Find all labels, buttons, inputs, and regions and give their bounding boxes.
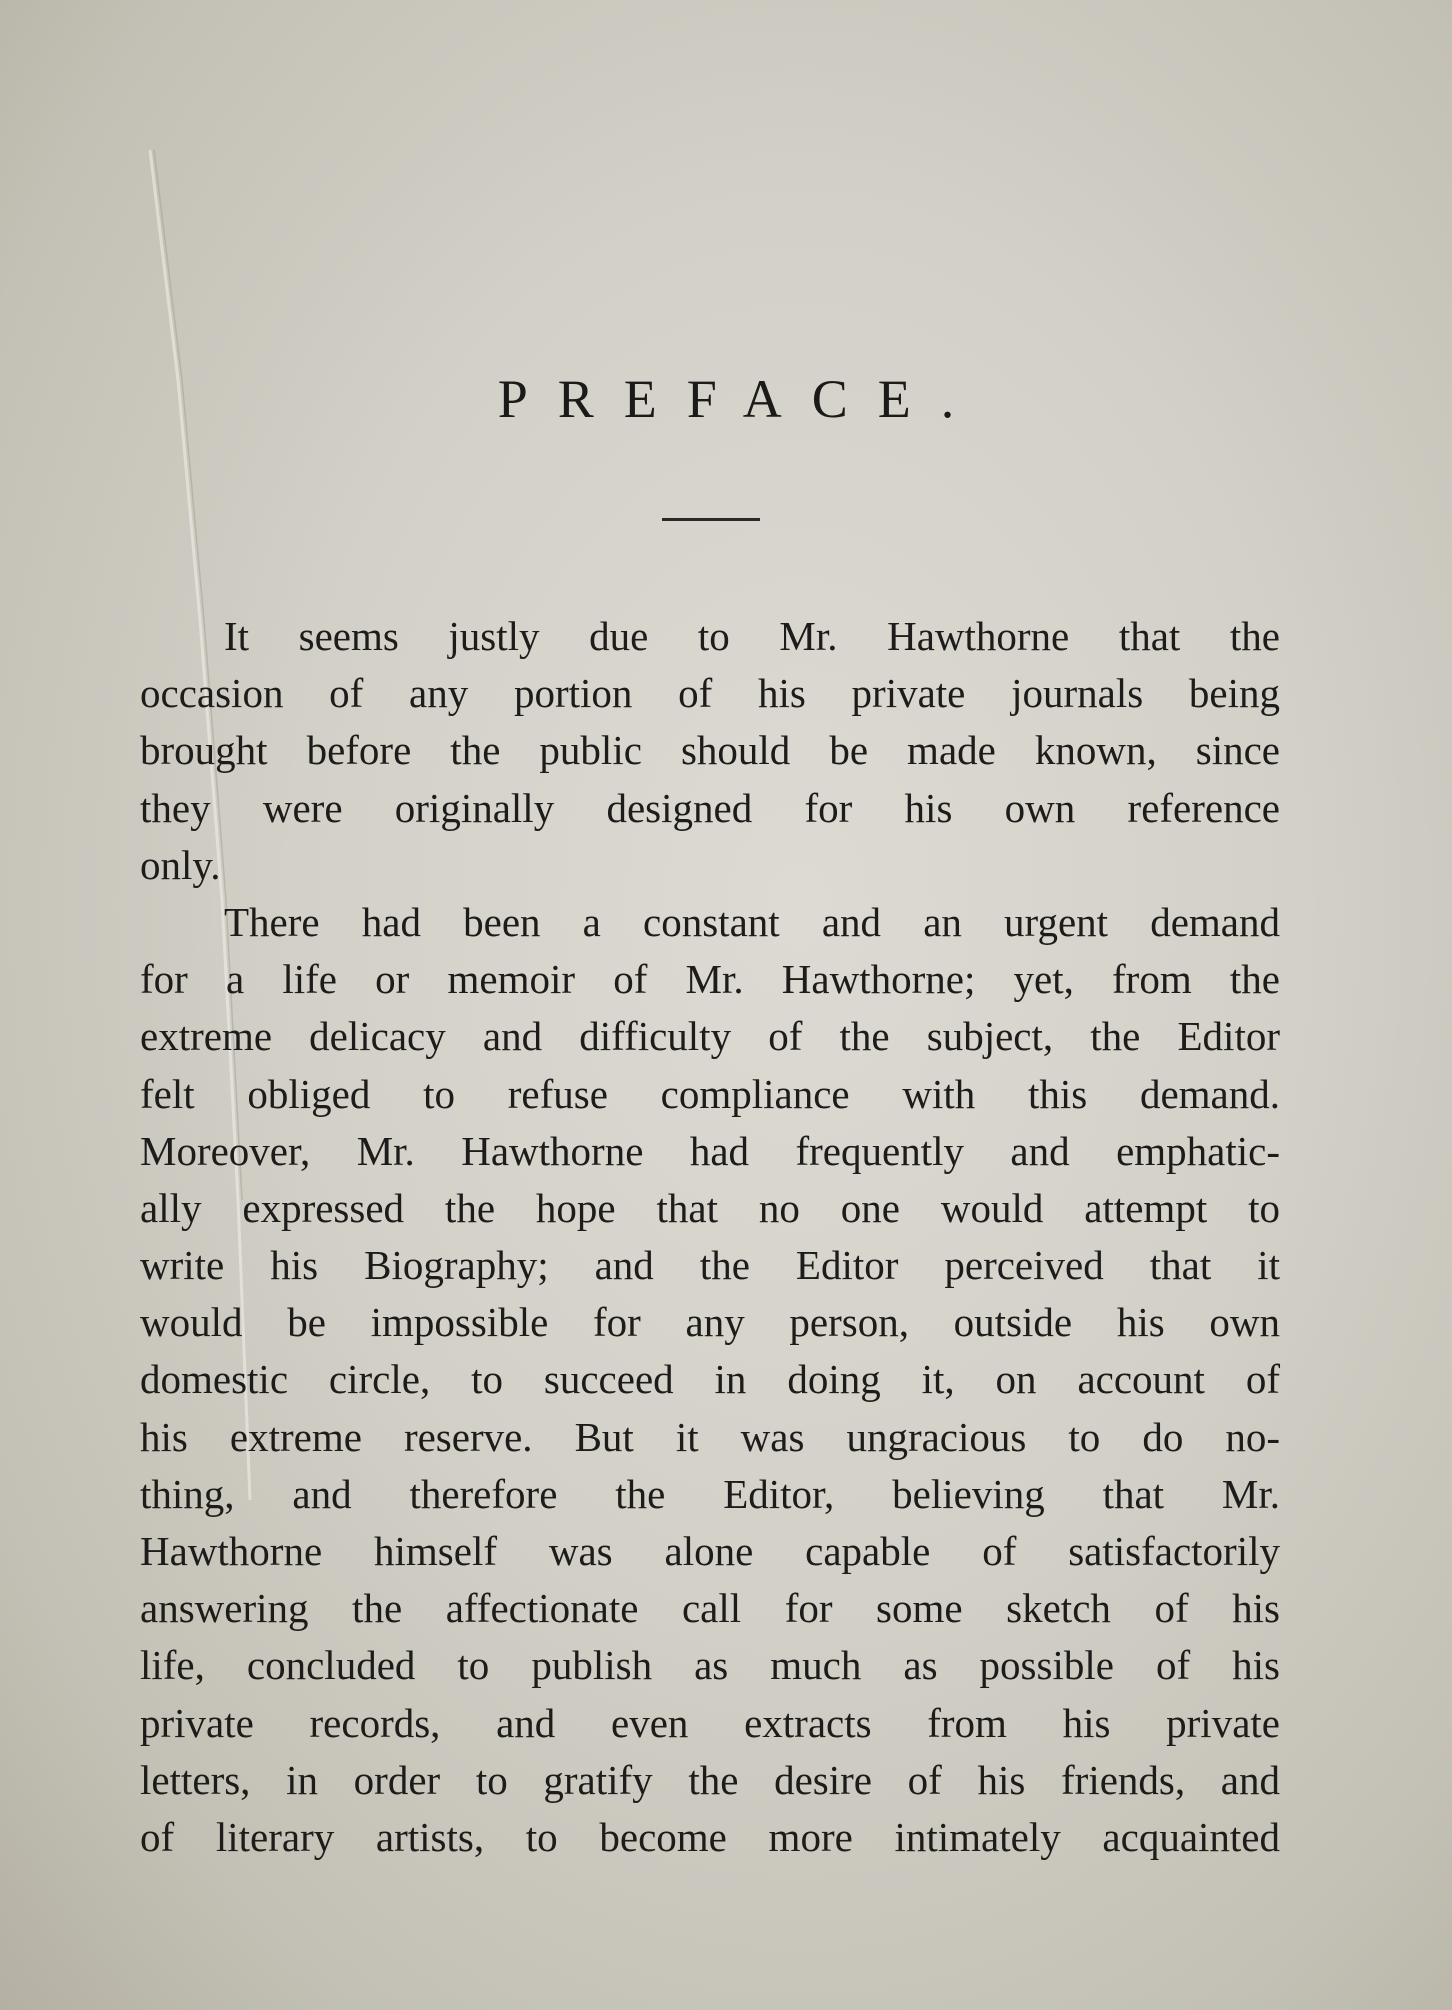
- paragraph-2: [140, 894, 1280, 1866]
- text-line: letters, in order to gratify the desire of his friends, and: [140, 1756, 1280, 1803]
- text-line: occasion of any portion of his private journals being: [140, 670, 1280, 717]
- text-line: of literary artists, to become more intimately acquainted: [140, 1813, 1280, 1860]
- text-line: his extreme reserve. But it was ungracious to do no-: [140, 1413, 1280, 1460]
- text-line: life, concluded to publish as much as possible of his: [140, 1642, 1280, 1689]
- text-line: It seems justly due to Mr. Hawthorne that the: [224, 613, 1280, 659]
- text-line: they were originally designed for his own reference: [140, 784, 1280, 831]
- title-rule: [662, 518, 760, 521]
- text-line: extreme delicacy and difficulty of the subject, the Editor: [140, 1013, 1280, 1060]
- text-line: Moreover, Mr. Hawthorne had frequently and emphatic-: [140, 1127, 1280, 1174]
- preface-body: [140, 608, 1280, 1866]
- text-line: answering the affectionate call for some sketch of his: [140, 1585, 1280, 1632]
- paragraph-1: [140, 608, 1280, 894]
- text-line: felt obliged to refuse compliance with this demand.: [140, 1070, 1280, 1117]
- text-line: only.: [140, 841, 221, 888]
- page-title: PREFACE.: [497, 369, 985, 429]
- text-line: ally expressed the hope that no one would attempt to: [140, 1184, 1280, 1231]
- text-line: domestic circle, to succeed in doing it, on account of: [140, 1356, 1280, 1403]
- text-line: private records, and even extracts from his private: [140, 1699, 1280, 1746]
- text-line: for a life or memoir of Mr. Hawthorne; yet, from the: [140, 956, 1280, 1003]
- text-line: brought before the public should be made known, since: [140, 727, 1280, 774]
- text-line: Hawthorne himself was alone capable of satisfactorily: [140, 1528, 1280, 1574]
- text-line: would be impossible for any person, outside his own: [140, 1299, 1280, 1346]
- text-line: There had been a constant and an urgent demand: [224, 898, 1280, 945]
- text-line: write his Biography; and the Editor perceived that it: [140, 1242, 1280, 1289]
- text-line: thing, and therefore the Editor, believing that Mr.: [140, 1470, 1280, 1517]
